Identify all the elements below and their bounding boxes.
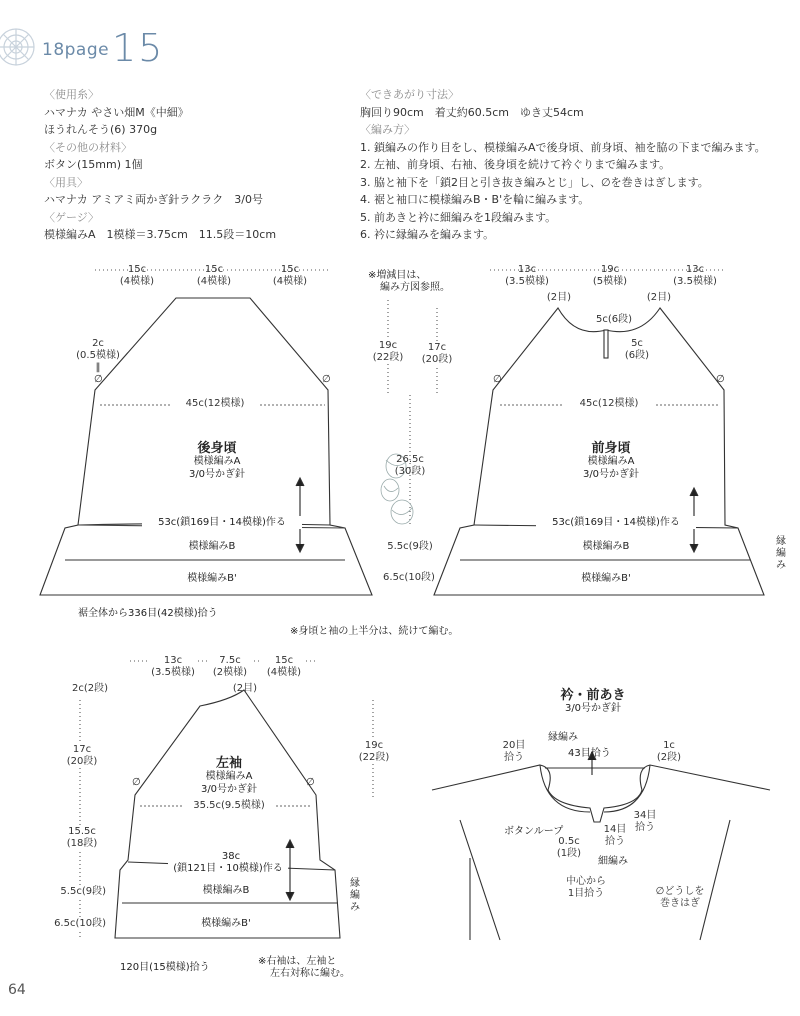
- method-step: 6. 衿に縁編みを編みます。: [360, 228, 495, 241]
- method-step: 1. 鎖編みの作り目をし、模様編みAで後身頃、前身頃、袖を脇の下まで編みます。: [360, 140, 766, 154]
- center-dim-3: 26.5c (30段): [394, 454, 426, 477]
- collar-dim-05: 0.5c (1段): [556, 836, 582, 859]
- back-marker-left: ∅: [94, 374, 103, 385]
- front-title: 前身頃: [591, 441, 631, 456]
- sleeve-width-line: 35.5c(9.5模様): [184, 800, 274, 812]
- collar-single-crochet: 細編み: [598, 856, 628, 867]
- front-pattern: 模様編みA: [587, 456, 635, 467]
- page-number: 15: [112, 26, 165, 70]
- sleeve-top-dim-1: 13c (3.5模様): [148, 655, 198, 679]
- gauge-heading: 〈ゲージ〉: [44, 210, 99, 224]
- finished-heading: 〈できあがり寸法〉: [360, 88, 459, 101]
- sleeve-note-2: 左右対称に編む。: [270, 968, 350, 979]
- back-top-dim-3: 15c (4模様): [272, 264, 308, 287]
- sleeve-pickup: 120目(15模様)拾う: [120, 962, 210, 973]
- back-side-dim: 2c (0.5模様) ‖: [76, 338, 120, 373]
- method-step: 4. 裾と袖口に模様編みB・B'を輪に編みます。: [360, 193, 590, 206]
- front-slit-depth: 5c (6段): [624, 338, 650, 361]
- sleeve-band-b2: 模様編みB': [201, 918, 251, 929]
- sleeve-note-1: ※右袖は、左袖と: [258, 956, 337, 967]
- sleeve-right-dim: 19c (22段): [352, 740, 396, 764]
- sleeve-band-b: 模様編みB: [202, 885, 250, 896]
- sleeve-left-dim-1: 2c(2段): [71, 683, 108, 694]
- front-slit-width: 5c(6段): [595, 314, 633, 325]
- sleeve-top-dim-3: 15c (4模様): [262, 655, 306, 679]
- sleeve-outline: [115, 690, 340, 938]
- collar-dim-1c: 1c (2段): [656, 740, 682, 763]
- sleeve-marker-right: ∅: [306, 777, 315, 788]
- collar-outline: [432, 765, 770, 822]
- collar-edging: 縁編み: [548, 732, 578, 743]
- sleeve-edging: 縁編み: [350, 878, 360, 913]
- sleeve-top-dim-2: 7.5c (2模様): [208, 655, 252, 679]
- back-title: 後身頃: [197, 441, 237, 456]
- collar-pick20: 20目 拾う: [502, 740, 526, 763]
- sleeve-pattern: 模様編みA: [205, 771, 253, 782]
- tools-item: ハマナカ アミアミ両かぎ針ラクラク 3/0号: [44, 193, 263, 206]
- back-top-dim-1: 15c (4模様): [119, 264, 155, 287]
- back-chain-line-label: 53c(鎖169目・14模様)作る: [142, 516, 302, 529]
- center-dim-5: 6.5c(10段): [383, 572, 435, 583]
- front-top-dim-1: 13c (3.5模様): [505, 264, 549, 287]
- method-step: 3. 脇と袖下を「鎖2目と引き抜き編みとじ」し、∅を巻きはぎします。: [360, 175, 709, 189]
- method-heading: 〈編み方〉: [360, 123, 415, 136]
- front-marker-left: ∅: [493, 374, 502, 385]
- tools-heading: 〈用具〉: [44, 175, 88, 189]
- sleeve-two-rows: (2目): [232, 683, 258, 694]
- front-top-dim-2: 19c (5模様): [592, 264, 628, 287]
- other-item: ボタン(15mm) 1個: [44, 158, 143, 171]
- front-slit: [604, 330, 608, 358]
- front-two-rows-right: (2目): [646, 292, 672, 303]
- front-two-rows-left: (2目): [546, 292, 572, 303]
- front-chain-line-label: 53c(鎖169目・14模様)作る: [536, 516, 696, 529]
- collar-hook: 3/0号かぎ針: [564, 703, 622, 714]
- sleeve-hook: 3/0号かぎ針: [200, 784, 258, 795]
- sleeve-chain-a: 38c: [221, 851, 241, 862]
- sleeve-left-dim-2: 17c (20段): [60, 744, 104, 768]
- collar-pick43: 43目拾う: [568, 748, 611, 759]
- back-band-b2: 模様編みB': [187, 573, 237, 584]
- back-band-b: 模様編みB: [188, 541, 236, 552]
- collar-center-pick: 中心から 1目拾う: [566, 876, 606, 899]
- center-note-2: 編み方図参照。: [380, 282, 450, 293]
- page-folio: 64: [8, 982, 26, 998]
- front-band-b: 模様編みB: [582, 541, 630, 552]
- collar-title: 衿・前あき: [560, 688, 626, 703]
- yarn-color: ほうれんそう(6) 370g: [44, 123, 158, 136]
- yarn-name: ハマナカ やさい畑M《中細》: [44, 105, 189, 119]
- sleeve-left-dim-4: 5.5c(9段): [40, 886, 106, 898]
- sleeve-left-dim-5: 6.5c(10段): [36, 918, 106, 930]
- center-note-1: ※増減目は、: [368, 270, 427, 281]
- method-step: 2. 左袖、前身頃、右袖、後身頃を続けて衿ぐりまで編みます。: [360, 158, 671, 171]
- back-hook: 3/0号かぎ針: [188, 469, 246, 480]
- sleeve-marker-left: ∅: [132, 777, 141, 788]
- collar-pick14: 14目 拾う: [603, 824, 627, 847]
- gauge-value: 模様編みA 1模様＝3.75cm 11.5段＝10cm: [44, 228, 277, 241]
- front-top-dim-3: 13c (3.5模様): [673, 264, 717, 287]
- finished-sizes: 胸回り90cm 着丈約60.5cm ゆき丈54cm: [360, 105, 584, 119]
- center-dim-4: 5.5c(9段): [387, 541, 433, 552]
- collar-pick34: 34目 拾う: [633, 810, 657, 833]
- collar-button-loop: ボタンループ: [504, 826, 564, 837]
- front-band-b2: 模様編みB': [581, 573, 631, 584]
- collar-whip-stitch: ∅どうしを 巻きはぎ: [655, 886, 705, 909]
- body-note: ※身頃と袖の上半分は、続けて編む。: [290, 626, 459, 637]
- back-top-dim-2: 15c (4模様): [196, 264, 232, 287]
- front-edging: 縁編み: [776, 536, 786, 571]
- back-pickup: 裾全体から336目(42模様)拾う: [78, 608, 218, 619]
- other-heading: 〈その他の材料〉: [44, 140, 132, 154]
- method-step: 5. 前あきと衿に細編みを1段編みます。: [360, 210, 557, 224]
- front-hook: 3/0号かぎ針: [582, 469, 640, 480]
- front-width-line: 45c(12模様): [564, 398, 654, 410]
- page-prefix: 18page: [42, 40, 110, 60]
- center-dim-2: 17c (20段): [415, 342, 459, 366]
- sleeve-left-dim-3: 15.5c (18段): [60, 826, 104, 850]
- sleeve-title: 左袖: [215, 756, 242, 771]
- back-width-line: 45c(12模様): [170, 398, 260, 410]
- front-marker-right: ∅: [716, 374, 725, 385]
- center-dim-1: 19c (22段): [366, 340, 410, 364]
- back-pattern: 模様編みA: [193, 456, 241, 467]
- yarn-heading: 〈使用糸〉: [44, 88, 99, 101]
- sleeve-chain-b: (鎖121目・10模様)作る: [168, 862, 288, 875]
- back-marker-right: ∅: [322, 374, 331, 385]
